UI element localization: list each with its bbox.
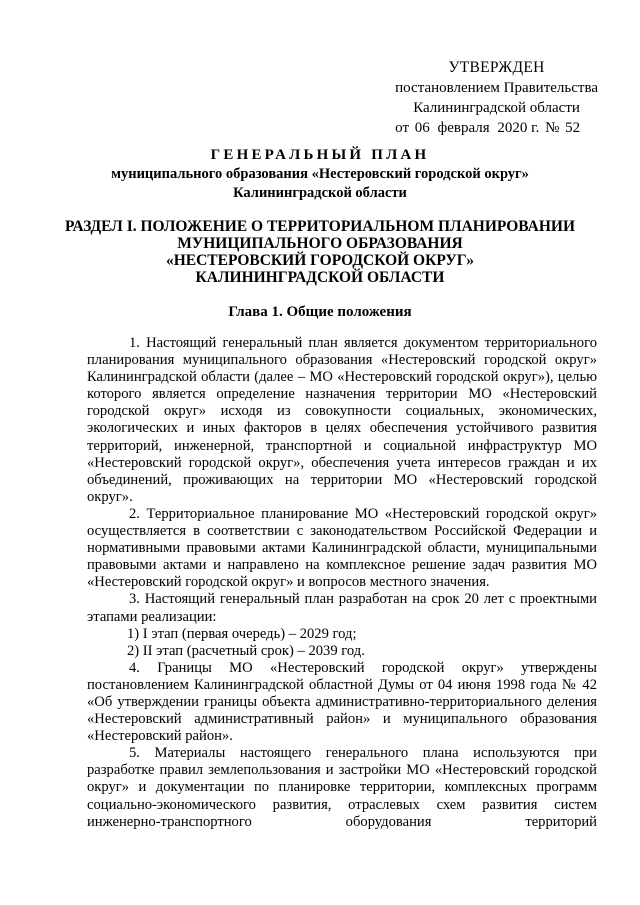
approval-title: УТВЕРЖДЕН xyxy=(448,59,545,76)
list-item-stage-2: 2) II этап (расчетный срок) – 2039 год. xyxy=(127,642,365,659)
date-year: 2020 г. xyxy=(497,120,540,136)
number-sign: № xyxy=(545,120,560,136)
section-line-1: РАЗДЕЛ I. ПОЛОЖЕНИЕ О ТЕРРИТОРИАЛЬНОМ ПЛАНИРОВАНИИ xyxy=(64,218,576,235)
paragraph-2: 2. Территориальное планирование МО «Нестеровский городской округ» осуществляется в соответствии с законодательством Российской Федерации и нормативными правовыми актами Калининградской области, муниципальными правовыми актами и направлено на комплексное решение задач развития МО «Нестеровский городской округ» и вопросов местного значения. xyxy=(87,505,597,591)
paragraph-3: 3. Настоящий генеральный план разработан на срок 20 лет с проектными этапами реализации: xyxy=(87,591,597,625)
list-item-stage-1: 1) I этап (первая очередь) – 2029 год; xyxy=(127,625,357,642)
plan-subtitle-1: муниципального образования «Нестеровский городской округ» xyxy=(111,166,529,182)
approval-line-2: Калининградской области xyxy=(413,100,580,116)
approval-stamp xyxy=(395,58,598,138)
date-prefix: от xyxy=(395,120,409,136)
plan-header xyxy=(0,146,640,203)
section-line-4: КАЛИНИНГРАДСКОЙ ОБЛАСТИ xyxy=(195,269,445,286)
date-month: февраля xyxy=(437,120,490,136)
paragraph-1: 1. Настоящий генеральный план является документом территориального планирования муниципального образования «Нестеровский городской округ» Калининградской области (далее – МО «Нестеровский городской округ»), целью которого является определение назначения территории МО «Нестеровский городской округ» исходя из совокупности социальных, экономических, экологических и иных факторов в целях обеспечения устойчивого развития территорий, инженерной, транспортной и социальной инфраструктур МО «Нестеровский городской округ», обеспечения учета интересов граждан и их объединений, проживающих на территории МО «Нестеровский городской округ». xyxy=(87,335,597,505)
section-line-2: МУНИЦИПАЛЬНОГО ОБРАЗОВАНИЯ xyxy=(177,235,463,252)
plan-title: ГЕНЕРАЛЬНЫЙ ПЛАН xyxy=(210,147,430,163)
paragraph-5: 5. Материалы настоящего генерального плана используются при разработке правил землепользования и застройки МО «Нестеровский городской округ» и документации по планировке территории, комплексных программ социально-экономического развития, отраслевых схем развития систем инженерно-транспортного оборудования территорий xyxy=(87,745,597,830)
approval-line-1: постановлением Правительства xyxy=(395,80,598,96)
document-body xyxy=(87,335,597,831)
section-heading xyxy=(0,218,640,286)
paragraph-4: 4. Границы МО «Нестеровский городской округ» утверждены постановлением Калининградской областной Думы от 04 июня 1998 года № 42 «Об утверждении границы объекта административно-территориального деления «Нестеровский административный район» и муниципального образования «Нестеровский район». xyxy=(87,659,597,745)
date-day: 06 xyxy=(414,120,430,136)
approval-date-line xyxy=(395,118,598,138)
plan-subtitle-2: Калининградской области xyxy=(233,185,407,201)
chapter-heading: Глава 1. Общие положения xyxy=(228,304,412,320)
section-line-3: «НЕСТЕРОВСКИЙ ГОРОДСКОЙ ОКРУГ» xyxy=(165,252,475,269)
resolution-number: 52 xyxy=(565,120,581,136)
